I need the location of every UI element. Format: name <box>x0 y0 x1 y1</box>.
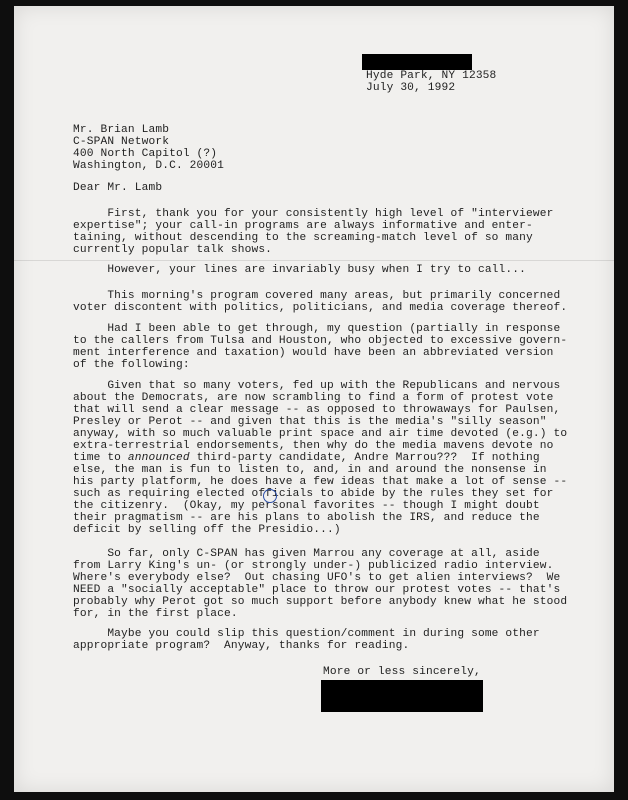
body-line: about the Democrats, are now scrambling to find a form of protest vote <box>73 392 554 404</box>
body-line: his party platform, he does have a few ideas that make a lot of sense -- <box>73 476 568 488</box>
closing-text: More or less sincerely, <box>323 666 481 678</box>
body-line: from Larry King's un- (or strongly under-) publicized radio interview. <box>73 560 554 572</box>
body-line: currently popular talk shows. <box>73 244 273 256</box>
body-line: Presley or Perot -- and given that this is the media's "silly season" <box>73 416 547 428</box>
body-line: of the following: <box>73 359 190 371</box>
body-line: NEED a "socially acceptable" place to throw our protest votes -- that's <box>73 584 561 596</box>
emphasized-word: announced <box>127 452 190 464</box>
redacted-signature <box>321 680 483 712</box>
body-line: taining, without descending to the screaming-match level of so many <box>73 232 533 244</box>
body-line: Where's everybody else? Out chasing UFO's to get alien interviews? We <box>73 572 561 584</box>
body-line: that will send a clear message -- as opposed to throwaways for Paulsen, <box>73 404 561 416</box>
letter-date: July 30, 1992 <box>366 82 456 94</box>
body-line: First, thank you for your consistently high level of "interviewer <box>73 208 554 220</box>
ink-circle-mark <box>263 489 277 503</box>
body-line: However, your lines are invariably busy when I try to call... <box>73 264 526 276</box>
recipient-line: Mr. Brian Lamb <box>73 124 170 136</box>
body-line: appropriate program? Anyway, thanks for reading. <box>73 640 410 652</box>
redacted-sender-name <box>362 54 472 70</box>
body-line: else, the man is fun to listen to, and, in and around the nonsense in <box>73 464 547 476</box>
body-line: voter discontent with politics, politicians, and media coverage thereof. <box>73 302 568 314</box>
body-line: Maybe you could slip this question/comment in during some other <box>73 628 540 640</box>
body-line: the citizenry. (Okay, my personal favorites -- though I might doubt <box>73 500 540 512</box>
body-text-segment: time to <box>73 452 128 464</box>
body-line-with-emphasis <box>73 452 540 464</box>
body-line: their pragmatism -- are his plans to abolish the IRS, and reduce the <box>73 512 540 524</box>
recipient-line: C-SPAN Network <box>73 136 170 148</box>
salutation-text: Dear Mr. Lamb <box>73 182 163 194</box>
body-line: anyway, with so much valuable print space and air time devoted (e.g.) to <box>73 428 568 440</box>
paper-fold-crease <box>14 260 614 261</box>
body-line: Given that so many voters, fed up with the Republicans and nervous <box>73 380 561 392</box>
body-line: for, in the first place. <box>73 608 238 620</box>
sender-address: Hyde Park, NY 12358 <box>366 70 497 82</box>
body-line: ment interference and taxation) would have been an abbreviated version <box>73 347 554 359</box>
body-line: So far, only C-SPAN has given Marrou any coverage at all, aside <box>73 548 540 560</box>
body-line: deficit by selling off the Presidio...) <box>73 524 341 536</box>
recipient-line: 400 North Capitol (?) <box>73 148 218 160</box>
body-line: extra-terrestrial endorsements, then why do the media mavens devote no <box>73 440 554 452</box>
body-line: to the callers from Tulsa and Houston, who objected to excessive govern- <box>73 335 568 347</box>
body-line: Had I been able to get through, my question (partially in response <box>73 323 561 335</box>
recipient-line: Washington, D.C. 20001 <box>73 160 224 172</box>
body-text-segment: third-party candidate, Andre Marrou??? If nothing <box>189 452 540 464</box>
body-line: such as requiring elected officials to abide by the rules they set for <box>73 488 554 500</box>
body-line: This morning's program covered many areas, but primarily concerned <box>73 290 561 302</box>
body-line: probably why Perot got so much support before anybody knew what he stood <box>73 596 568 608</box>
body-line: expertise"; your call-in programs are always informative and enter- <box>73 220 533 232</box>
